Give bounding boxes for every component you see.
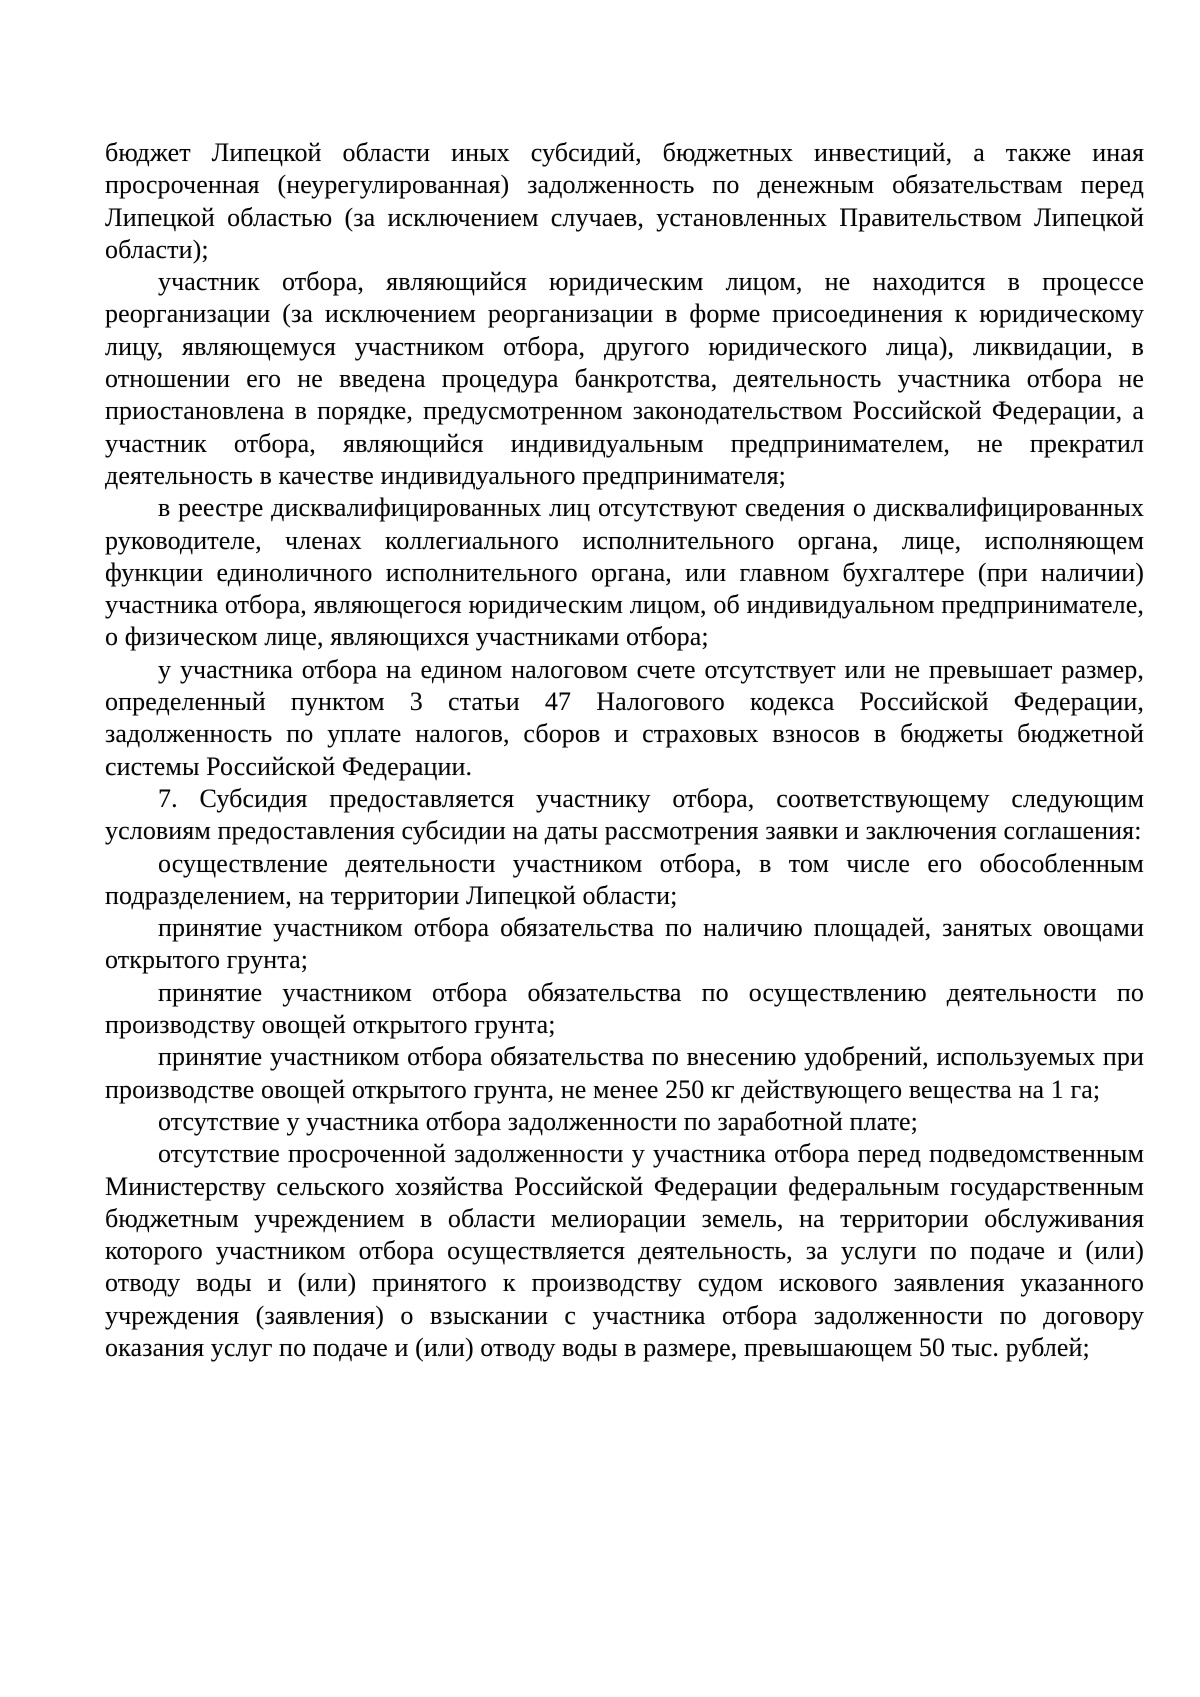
paragraph: бюджет Липецкой области иных субсидий, бюджетных инвестиций, а также иная просроченная (неурегулированная) задолженность по денежным обязательствам перед Липецкой областью (за исключением случаев, установленных Правительством Липецкой области); bbox=[105, 138, 1144, 264]
paragraph: отсутствие у участника отбора задолженности по заработной плате; bbox=[158, 1106, 919, 1136]
document-text-block bbox=[105, 137, 1144, 1364]
paragraph: у участника отбора на едином налоговом счете отсутствует или не превышает размер, определенный пунктом 3 статьи 47 Налогового кодекса Российской Федерации, задолженность по уплате налогов, сборов и страховых взносов в бюджеты бюджетной системы Российской Федерации. bbox=[105, 654, 1144, 781]
paragraph: в реестре дисквалифицированных лиц отсутствуют сведения о дисквалифицированных руководителе, членах коллегиального исполнительного органа, лице, исполняющем функции единоличного исполнительного органа, или главном бухгалтере (при наличии) участника отбора, являющегося юридическим лицом, об индивидуальном предпринимателе, о физическом лице, являющихся участниками отбора; bbox=[105, 493, 1144, 652]
paragraph: 7. Субсидия предоставляется участнику отбора, соответствующему следующим условиям предоставления субсидии на даты рассмотрения заявки и заключения соглашения: bbox=[105, 783, 1144, 846]
paragraph: осуществление деятельности участником отбора, в том числе его обособленным подразделением, на территории Липецкой области; bbox=[105, 848, 1144, 910]
paragraph: принятие участником отбора обязательства по осуществлению деятельности по производству овощей открытого грунта; bbox=[105, 977, 1144, 1040]
paragraph: отсутствие просроченной задолженности у участника отбора перед подведомственным Министерству сельского хозяйства Российской Федерации федеральным государственным бюджетным учреждением в области мелиорации земель, на территории обслуживания которого участником отбора осуществляется деятельность, за услуги по подаче и (или) отводу воды и (или) принятого к производству судом искового заявления указанного учреждения (заявления) о взыскании с участника отбора задолженности по договору оказания услуг по подаче и (или) отводу воды в размере, превышающем 50 тыс. рублей; bbox=[105, 1139, 1144, 1362]
paragraph: участник отбора, являющийся юридическим лицом, не находится в процессе реорганизации (за исключением реорганизации в форме присоединения к юридическому лицу, являющемуся участником отбора, другого юридического лица), ликвидации, в отношении его не введена процедура банкротства, деятельность участника отбора не приостановлена в порядке, предусмотренном законодательством Российской Федерации, а участник отбора, являющийся индивидуальным предпринимателем, не прекратил деятельность в качестве индивидуального предпринимателя; bbox=[105, 267, 1144, 490]
paragraph: принятие участником отбора обязательства по внесению удобрений, используемых при производстве овощей открытого грунта, не менее 250 кг действующего вещества на 1 га; bbox=[105, 1042, 1144, 1104]
paragraph: принятие участником отбора обязательства по наличию площадей, занятых овощами открытого грунта; bbox=[105, 913, 1144, 975]
